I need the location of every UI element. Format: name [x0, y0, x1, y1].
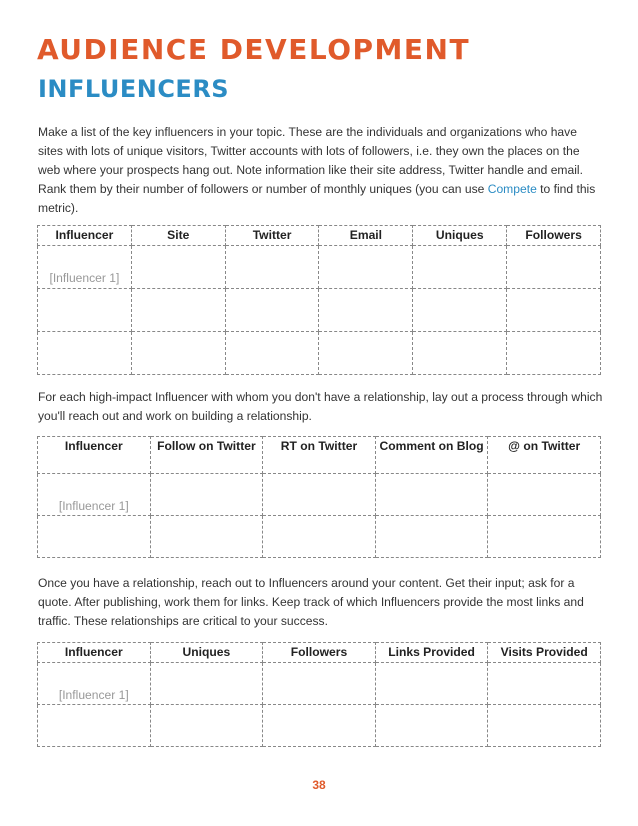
table-cell[interactable] — [319, 289, 413, 332]
table-cell[interactable] — [413, 332, 507, 375]
table-cell[interactable] — [507, 332, 601, 375]
table-row — [38, 332, 601, 375]
links-table — [37, 642, 601, 747]
table-cell[interactable] — [131, 332, 225, 375]
table-cell[interactable] — [375, 516, 488, 558]
table-cell[interactable] — [131, 289, 225, 332]
relationship-paragraph: Once you have a relationship, reach out to Influencers around your content. Get their input; ask for a quote. After publishing, work them for links. Keep track of which Influencers provide the most links and traffic. These relationships are critical to your success. — [38, 576, 584, 628]
table-cell[interactable] — [375, 705, 488, 747]
table-cell[interactable] — [150, 516, 263, 558]
page-title: AUDIENCE DEVELOPMENT — [37, 33, 471, 66]
table-cell[interactable] — [488, 705, 601, 747]
intro-text-end: to find this metric). — [38, 182, 596, 215]
table-header-row — [38, 226, 601, 246]
table-cell[interactable] — [413, 246, 507, 289]
outreach-table — [37, 436, 601, 558]
table-cell[interactable] — [319, 332, 413, 375]
table-header-row — [38, 643, 601, 663]
header-at-on-twitter: @ on Twitter — [488, 437, 601, 474]
table-cell[interactable] — [375, 663, 488, 705]
header-rt-on-twitter: RT on Twitter — [263, 437, 376, 474]
table-row — [38, 663, 601, 705]
table-cell[interactable] — [375, 474, 488, 516]
table-row — [38, 474, 601, 516]
section-subtitle: INFLUENCERS — [38, 75, 230, 103]
header-email: Email — [319, 226, 413, 246]
table-cell[interactable] — [319, 246, 413, 289]
table-cell[interactable] — [488, 474, 601, 516]
influencer-list-table — [37, 225, 601, 375]
table-row — [38, 289, 601, 332]
table-row — [38, 246, 601, 289]
header-follow-on-twitter: Follow on Twitter — [150, 437, 263, 474]
header-comment-on-blog: Comment on Blog — [375, 437, 488, 474]
intro-text-start: Make a list of the key influencers in your topic. These are the individuals and organizations who have sites with lots of unique visitors, Twitter accounts with lots of followers, i.e. they own the places on the web where your prospects hang out. Note information like their site address, Twitter handle and email. Rank them by their number of followers or number of monthly uniques (you can use — [38, 125, 583, 196]
page-number: 38 — [312, 778, 326, 792]
compete-link[interactable]: Compete — [487, 182, 537, 196]
header-visits-provided: Visits Provided — [488, 643, 601, 663]
header-influencer: Influencer — [38, 226, 132, 246]
table-cell[interactable] — [263, 474, 376, 516]
header-uniques: Uniques — [413, 226, 507, 246]
header-uniques: Uniques — [150, 643, 263, 663]
table-row — [38, 516, 601, 558]
table-row — [38, 705, 601, 747]
table-cell[interactable] — [507, 246, 601, 289]
header-influencer: Influencer — [38, 437, 151, 474]
header-links-provided: Links Provided — [375, 643, 488, 663]
table-cell[interactable] — [507, 289, 601, 332]
table-cell[interactable] — [38, 332, 132, 375]
table-cell[interactable] — [488, 516, 601, 558]
table-cell[interactable] — [150, 474, 263, 516]
table-cell[interactable] — [225, 332, 319, 375]
table-cell[interactable] — [150, 705, 263, 747]
table-header-row — [38, 437, 601, 474]
header-followers: Followers — [507, 226, 601, 246]
header-influencer: Influencer — [38, 643, 151, 663]
header-site: Site — [131, 226, 225, 246]
table-cell[interactable] — [150, 663, 263, 705]
table-cell[interactable] — [488, 663, 601, 705]
influencer-cell: [Influencer 1] — [38, 246, 132, 289]
table-cell[interactable] — [263, 663, 376, 705]
table-cell[interactable] — [38, 516, 151, 558]
table-cell[interactable] — [38, 705, 151, 747]
table-cell[interactable] — [225, 289, 319, 332]
influencer-cell: [Influencer 1] — [38, 474, 151, 516]
table-cell[interactable] — [413, 289, 507, 332]
table-cell[interactable] — [131, 246, 225, 289]
influencer-cell: [Influencer 1] — [38, 663, 151, 705]
table-cell[interactable] — [263, 516, 376, 558]
header-twitter: Twitter — [225, 226, 319, 246]
header-followers: Followers — [263, 643, 376, 663]
table-cell[interactable] — [38, 289, 132, 332]
table-cell[interactable] — [225, 246, 319, 289]
intro-paragraph — [38, 123, 603, 218]
table-cell[interactable] — [263, 705, 376, 747]
outreach-paragraph: For each high-impact Influencer with whom you don't have a relationship, lay out a process through which you'll reach out and work on building a relationship. — [38, 390, 603, 423]
